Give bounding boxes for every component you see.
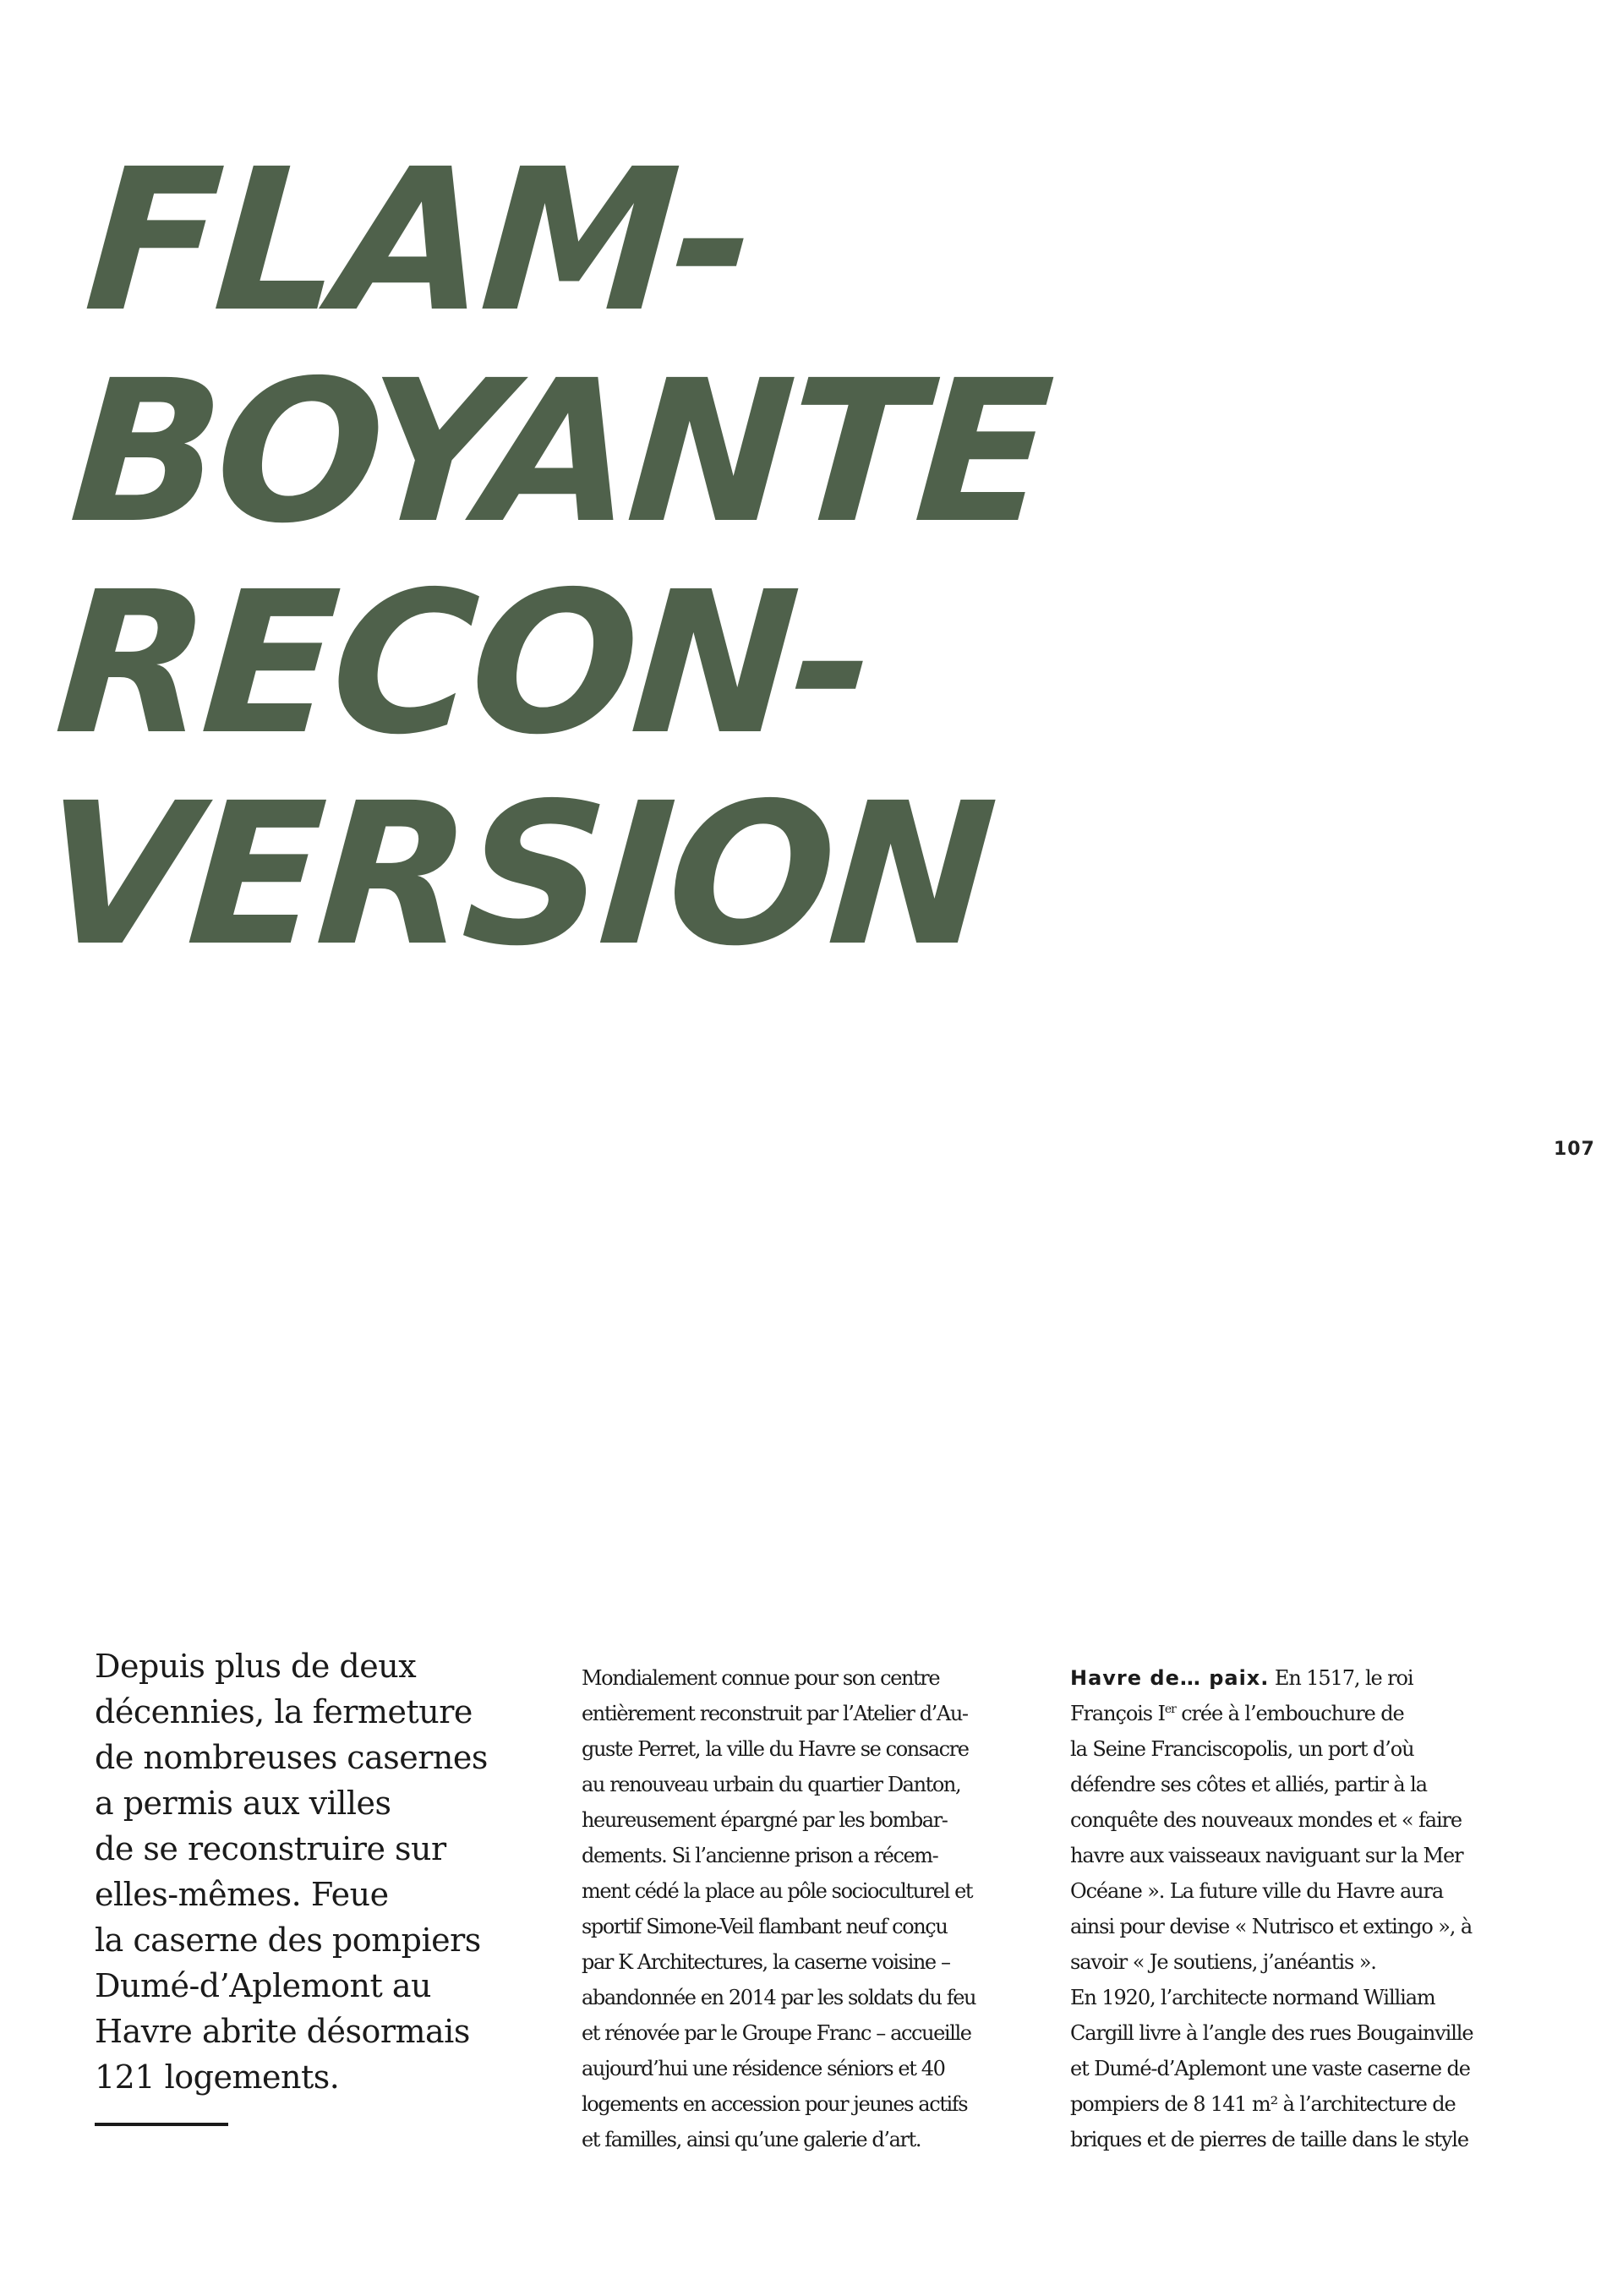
body-line: aujourd’hui une résidence séniors et 40 [582,2057,945,2080]
section-lead-in: Havre de… paix. [1070,1666,1270,1690]
body-line: guste Perret, la ville du Havre se consacre [582,1737,969,1761]
intro-line: la caserne des pompiers [95,1922,481,1959]
intro-line: Dumé-d’Aplemont au [95,1967,431,2004]
body-line: par K Architectures, la caserne voisine – [582,1950,950,1974]
body-line: entièrement reconstruit par l’Atelier d’Au- [582,1702,968,1725]
body-line: Cargill livre à l’angle des rues Bougainville [1070,2021,1473,2045]
body-line: Océane ». La future ville du Havre aura [1070,1879,1444,1903]
body-line: et Dumé-d’Aplemont une vaste caserne de [1070,2057,1470,2080]
title-line: FLAM- [79,127,757,355]
body-line: et rénovée par le Groupe Franc – accueille [582,2021,971,2045]
body-line: briques et de pierres de taille dans le style [1070,2128,1468,2151]
superscript: er [1164,1703,1176,1716]
body-line: pompiers de 8 141 m² à l’architecture de [1070,2092,1456,2116]
intro-line: Depuis plus de deux [95,1648,417,1685]
body-line: abandonnée en 2014 par les soldats du feu [582,1986,976,2009]
body-line: sportif Simone-Veil flambant neuf conçu [582,1915,948,1938]
title-line: VERSION [35,761,997,989]
body-column-2 [1070,1660,1523,2157]
body-column-1 [582,1660,1035,2157]
body-text: François I [1070,1702,1165,1725]
body-line: En 1920, l’architecte normand William [1070,1986,1435,2009]
intro-line: décennies, la fermeture [95,1693,473,1730]
intro-line: 121 logements. [95,2058,340,2096]
intro-paragraph [95,1643,551,2100]
body-line: havre aux vaisseaux naviguant sur la Mer [1070,1844,1463,1867]
body-line [1070,1660,1523,1696]
intro-line: elles-mêmes. Feue [95,1876,389,1913]
intro-divider [95,2123,228,2126]
body-line: défendre ses côtes et alliés, partir à la [1070,1773,1427,1796]
intro-line: a permis aux villes [95,1785,391,1822]
body-line: conquête des nouveaux mondes et « faire [1070,1808,1462,1832]
intro-line: de se reconstruire sur [95,1830,446,1867]
title-line: RECON- [49,549,877,778]
body-line: ainsi pour devise « Nutrisco et extingo », à [1070,1915,1473,1938]
body-line: au renouveau urbain du quartier Danton, [582,1773,961,1796]
body-line: dements. Si l’ancienne prison a récem- [582,1844,938,1867]
page-number: 107 [1554,1139,1595,1160]
body-line: Mondialement connue pour son centre [582,1666,940,1690]
intro-line: de nombreuses casernes [95,1739,488,1776]
body-text: crée à l’embouchure de [1175,1702,1404,1725]
body-text: En 1517, le roi [1269,1666,1413,1690]
title-line: BOYANTE [64,338,1054,566]
body-line: et familles, ainsi qu’une galerie d’art. [582,2128,921,2151]
body-line [1070,1696,1523,1731]
article-title [35,127,1068,989]
body-line: savoir « Je soutiens, j’anéantis ». [1070,1950,1376,1974]
body-line: ment cédé la place au pôle socioculturel et [582,1879,973,1903]
body-line: logements en accession pour jeunes actifs [582,2092,968,2116]
body-line: heureusement épargné par les bombar- [582,1808,948,1832]
body-line: la Seine Franciscopolis, un port d’où [1070,1737,1414,1761]
intro-line: Havre abrite désormais [95,2013,470,2050]
